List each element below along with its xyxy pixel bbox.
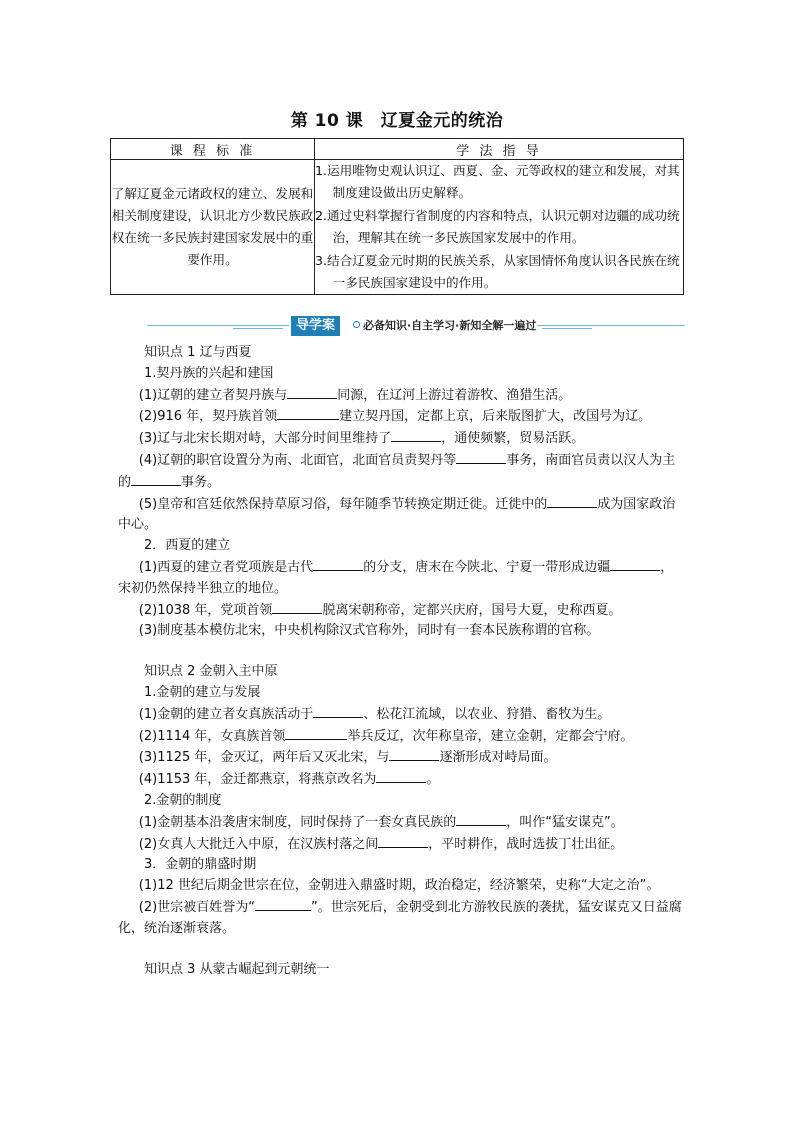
study-guide-item-3: 3.结合辽夏金元时期的民族关系，从家国情怀角度认识各民族在统一多民族国家建设中的作用。 (315, 252, 680, 291)
kp2-title: 知识点 2 金朝入主中原 (144, 664, 278, 680)
kp2-subheading-2: 2.金朝的制度 (144, 792, 222, 808)
study-guide-item-1: 1.运用唯物史观认识辽、西夏、金、元等政权的建立和发展，对其制度建设做出历史解释。 (315, 163, 680, 201)
kp1-item-5: (5)皇帝和宫廷依然保持草原习俗，每年随季节转换定期迁徙。迁徙中的 成为国家政治中心。 (118, 494, 684, 537)
answer-blank[interactable] (313, 557, 363, 571)
kp1-title: 知识点 1 辽与西夏 (144, 345, 252, 360)
answer-blank[interactable] (376, 769, 426, 783)
banner-divider-right-accent (542, 328, 592, 329)
banner-badge: 导学案 (291, 316, 340, 336)
section-banner (147, 316, 685, 336)
lesson-body (118, 343, 684, 980)
kp1-item-1: (1)辽朝的建立者契丹族与 同源，在辽河上游过着游牧、渔猎生活。 (118, 385, 684, 407)
answer-blank[interactable] (313, 704, 363, 718)
curriculum-table (110, 138, 684, 295)
answer-blank[interactable] (456, 812, 506, 826)
page-title: 第 10 课 辽夏金元的统治 (290, 111, 504, 131)
kp1-item-8: (3)制度基本模仿北宋，中央机构除汉式官称外，同时有一套本民族称谓的官称。 (138, 623, 600, 639)
answer-blank[interactable] (610, 557, 660, 571)
header-study-guide: 学 法 指 导 (315, 139, 684, 160)
kp2-subheading-3: 3．金朝的鼎盛时期 (144, 857, 257, 873)
table-row (111, 160, 684, 295)
kp2-item-8: (2)世宗被百姓誉为“ ”。世宗死后，金朝受到北方游牧民族的袭扰，猛安谋克又日益腐化，统治逐渐衰落。 (118, 897, 684, 940)
kp1-item-7: (2)1038 年，党项首领 脱离宋朝称帝，定都兴庆府，国号大夏，史称西夏。 (118, 600, 684, 622)
curriculum-standard-text: 了解辽夏金元诸政权的建立、发展和相关制度建设，认识北方少数民族政权在统一多民族封建国家发展中的重要作用。 (111, 160, 315, 295)
kp2-item-6: (2)女真人大批迁入中原，在汉族村落之间 ，平时耕作，战时选拔丁壮出征。 (118, 834, 684, 856)
kp2-item-1: (1)金朝的建立者女真族活动于 、松花江流域，以农业、狩猎、畜牧为生。 (118, 704, 684, 726)
kp2-item-3: (3)1125 年，金灭辽，两年后又灭北宋，与 逐渐形成对峙局面。 (118, 747, 684, 769)
answer-blank[interactable] (131, 472, 181, 486)
section-gap (118, 642, 684, 662)
kp2-item-2: (2)1114 年，女真族首领 举兵反辽，次年称皇帝，建立金朝，定都会宁府。 (118, 726, 684, 748)
answer-blank[interactable] (378, 834, 428, 848)
answer-blank[interactable] (287, 385, 337, 399)
answer-blank[interactable] (272, 600, 322, 614)
kp1-subheading-1: 1.契丹族的兴起和建国 (144, 365, 274, 381)
banner-divider-left-accent (233, 328, 283, 329)
answer-blank[interactable] (389, 747, 439, 761)
answer-blank[interactable] (285, 726, 347, 740)
study-guide-item-2: 2.通过史料掌握行省制度的内容和特点，认识元朝对边疆的成功统治，理解其在统一多民族国家发展中的作用。 (315, 207, 680, 246)
banner-divider-right (537, 325, 685, 326)
kp2-subheading-1: 1.金朝的建立与发展 (144, 684, 261, 700)
kp2-item-5: (1)金朝基本沿袭唐宋制度，同时保持了一套女真民族的 ，叫作“猛安谋克”。 (118, 812, 684, 834)
header-curriculum-standard: 课 程 标 准 (111, 139, 315, 160)
banner-dot-icon (353, 321, 360, 328)
answer-blank[interactable] (456, 450, 506, 464)
answer-blank[interactable] (255, 897, 311, 911)
kp1-item-2: (2)916 年，契丹族首领 建立契丹国，定都上京，后来版图扩大，改国号为辽。 (118, 406, 684, 428)
answer-blank[interactable] (391, 428, 441, 442)
answer-blank[interactable] (547, 494, 597, 508)
kp1-item-4: (4)辽朝的职官设置分为南、北面官，北面官员责契丹等 事务，南面官员责以汉人为主的 事务。 (118, 450, 684, 494)
kp2-item-4: (4)1153 年，金迁都燕京，将燕京改名为 。 (118, 769, 684, 791)
banner-subtitle: 必备知识·自主学习·新知全解一遍过 (363, 319, 537, 332)
kp1-item-6: (1)西夏的建立者党项族是古代 的分支，唐末在今陕北、宁夏一带形成边疆 ，宋初仍然保持半独立的地位。 (118, 557, 684, 600)
study-guide-list (315, 160, 684, 295)
table-header-row (111, 139, 684, 160)
answer-blank[interactable] (277, 406, 339, 420)
kp2-item-7: (1)12 世纪后期金世宗在位，金朝进入鼎盛时期，政治稳定，经济繁荣，史称“大定之治”。 (138, 878, 660, 894)
kp3-title: 知识点 3 从蒙古崛起到元朝统一 (144, 961, 330, 977)
kp1-item-3: (3)辽与北宋长期对峙，大部分时间里维持了 ，通使频繁，贸易活跃。 (118, 428, 684, 450)
banner-divider-left (147, 325, 289, 326)
section-gap (118, 940, 684, 960)
kp1-subheading-2: 2．西夏的建立 (144, 538, 231, 554)
